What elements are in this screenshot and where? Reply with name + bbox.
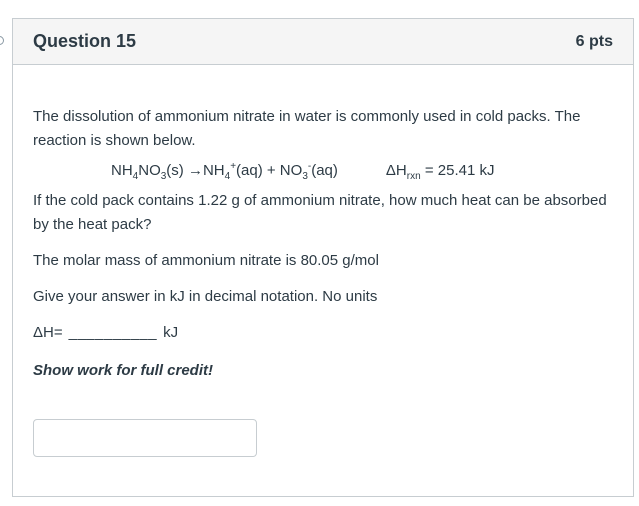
eq-aq: (aq)	[311, 162, 338, 179]
eq-sup-plus: +	[230, 161, 237, 172]
eq-sub-3b: 3	[302, 171, 308, 182]
eq-arrow: (s) →NH	[166, 162, 225, 179]
enthalpy-of-reaction	[386, 159, 495, 183]
answer-input[interactable]	[33, 419, 257, 457]
answer-line	[33, 321, 613, 345]
delta-h-label: ΔH=	[33, 324, 63, 341]
eq-nh: NH	[111, 162, 133, 179]
eq-aq-plus-no: (aq) + NO	[236, 162, 303, 179]
eq-rxn-sub: rxn	[406, 171, 421, 182]
answer-unit: kJ	[163, 324, 179, 341]
eq-sub-4a: 4	[132, 171, 139, 182]
eq-delta-h: ΔH	[385, 162, 407, 179]
question-body	[13, 65, 633, 457]
eq-sub-4b: 4	[224, 171, 231, 182]
question-header	[13, 19, 633, 65]
eq-delta-value: = 25.41 kJ	[420, 162, 495, 179]
question-title: Question 15	[33, 31, 137, 51]
question-prompt: If the cold pack contains 1.22 g of ammonium nitrate, how much heat can be absorbed by the heat pack?	[33, 192, 607, 233]
answer-instructions: Give your answer in kJ in decimal notation. No units	[33, 288, 378, 305]
answer-blank: __________	[68, 324, 158, 341]
question-points: 6 pts	[575, 32, 613, 50]
question-intro: The dissolution of ammonium nitrate in water is commonly used in cold packs. The reaction is shown below.	[33, 108, 581, 149]
work-note: Show work for full credit!	[33, 362, 214, 379]
question-card	[12, 18, 634, 497]
reaction-equation	[33, 159, 613, 183]
eq-sub-3a: 3	[160, 171, 167, 182]
collapse-handle-icon	[0, 36, 4, 45]
eq-sup-minus: -	[307, 161, 312, 172]
eq-no: NO	[138, 162, 161, 179]
molar-mass-text: The molar mass of ammonium nitrate is 80.05 g/mol	[33, 252, 379, 269]
